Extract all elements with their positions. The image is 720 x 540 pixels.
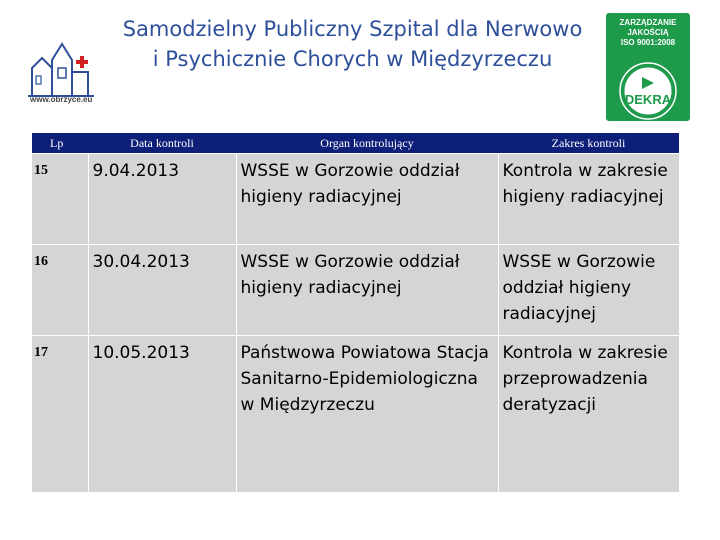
- badge-line-2: JAKOŚCIĄ: [627, 28, 669, 37]
- cell-organ: WSSE w Gorzowie oddział higieny radiacyjnej: [236, 245, 498, 336]
- column-header-scope: Zakres kontroli: [498, 133, 679, 154]
- cell-scope: Kontrola w zakresie higieny radiacyjnej: [498, 154, 679, 245]
- cell-scope: WSSE w Gorzowie oddział higieny radiacyjnej: [498, 245, 679, 336]
- inspection-table: [32, 133, 679, 492]
- badge-line-3: ISO 9001:2008: [620, 38, 676, 47]
- title-line-2: i Psychicznie Chorych w Międzyrzeczu: [152, 47, 553, 71]
- cell-lp: 15: [32, 154, 88, 245]
- cell-lp: 17: [32, 336, 88, 493]
- column-header-organ: Organ kontrolujący: [236, 133, 498, 154]
- title-line-1: Samodzielny Publiczny Szpital dla Nerwowo: [122, 17, 583, 41]
- column-header-lp: Lp: [32, 133, 88, 154]
- logo-url: www.obrzyce.eu: [30, 95, 93, 104]
- cell-organ: Państwowa Powiatowa Stacja Sanitarno-Epidemiologiczna w Międzyrzeczu: [236, 336, 498, 493]
- cell-date: 30.04.2013: [88, 245, 236, 336]
- cell-lp: 16: [32, 245, 88, 336]
- cell-scope: Kontrola w zakresie przeprowadzenia deratyzacji: [498, 336, 679, 493]
- cell-date: 10.05.2013: [88, 336, 236, 493]
- table-row: [32, 245, 679, 336]
- table-row: [32, 336, 679, 493]
- cell-organ: WSSE w Gorzowie oddział higieny radiacyjnej: [236, 154, 498, 245]
- column-header-date: Data kontroli: [88, 133, 236, 154]
- badge-brand: DEKRA: [624, 92, 672, 107]
- table-header-row: [32, 133, 679, 154]
- page-title: [95, 14, 610, 74]
- badge-line-1: ZARZĄDZANIE: [619, 18, 677, 27]
- cell-date: 9.04.2013: [88, 154, 236, 245]
- table-row: [32, 154, 679, 245]
